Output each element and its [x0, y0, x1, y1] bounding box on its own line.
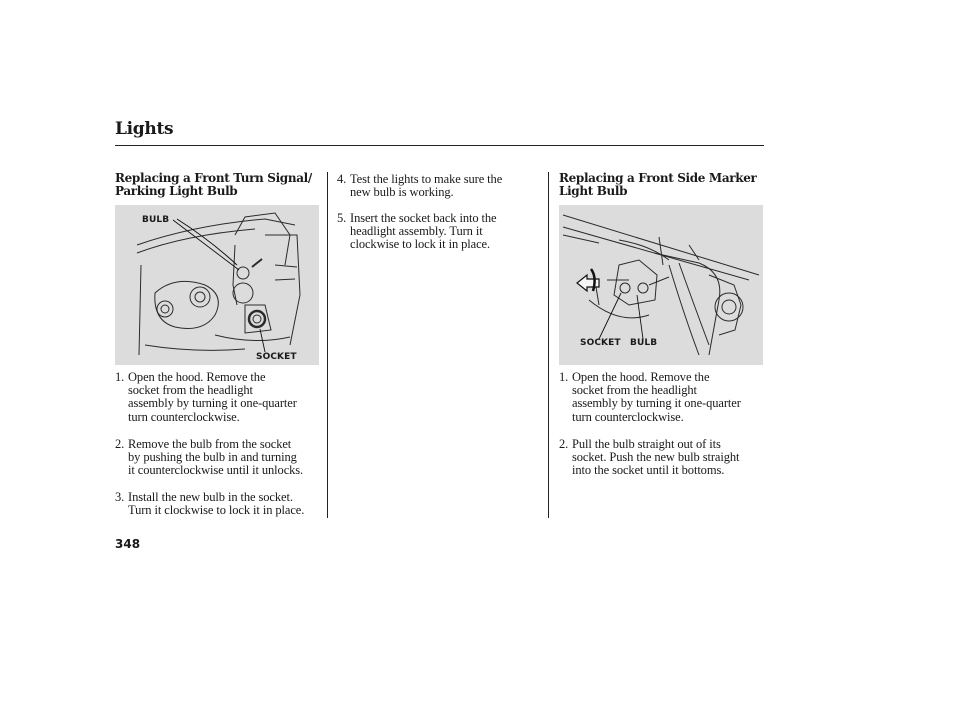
step-number: 2.: [559, 437, 569, 451]
step-text: Pull the bulb straight out of its socket. Push the new bulb straight into the socket until it bottoms.: [572, 437, 740, 478]
figure-turn-signal-bulb: [115, 205, 319, 365]
step-text: Insert the socket back into the headlight assembly. Turn it clockwise to lock it in place.: [350, 211, 497, 252]
step-number: 4.: [337, 172, 347, 186]
figure-side-marker-bulb: [559, 205, 763, 365]
step-number: 2.: [115, 437, 125, 451]
step-number: 3.: [115, 490, 125, 504]
section-heading-side-marker: Replacing a Front Side Marker Light Bulb: [559, 171, 757, 198]
section-heading-turn-signal: Replacing a Front Turn Signal/ Parking Light Bulb: [115, 171, 312, 198]
title-divider: [115, 145, 764, 146]
column-divider-left: [327, 172, 328, 518]
callout-socket: SOCKET: [256, 352, 297, 362]
callout-bulb: BULB: [630, 338, 658, 348]
callout-socket: SOCKET: [580, 338, 621, 348]
callout-bulb: BULB: [142, 215, 170, 225]
step-text: Install the new bulb in the socket. Turn it clockwise to lock it in place.: [128, 490, 305, 518]
page-number: 348: [115, 537, 141, 551]
step-text: Remove the bulb from the socket by pushing the bulb in and turning it counterclockwise until it unlocks.: [128, 437, 304, 478]
column-divider-right: [548, 172, 549, 518]
step-text: Open the hood. Remove the socket from the headlight assembly by turning it one-quarter turn counterclockwise.: [128, 370, 297, 424]
headlight-assembly-illustration: [115, 205, 319, 365]
step-number: 1.: [115, 370, 125, 384]
step-text: Open the hood. Remove the socket from the headlight assembly by turning it one-quarter turn counterclockwise.: [572, 370, 741, 424]
step-text: Test the lights to make sure the new bulb is working.: [350, 172, 503, 200]
step-number: 5.: [337, 211, 347, 225]
page-title: Lights: [115, 119, 174, 139]
step-number: 1.: [559, 370, 569, 384]
